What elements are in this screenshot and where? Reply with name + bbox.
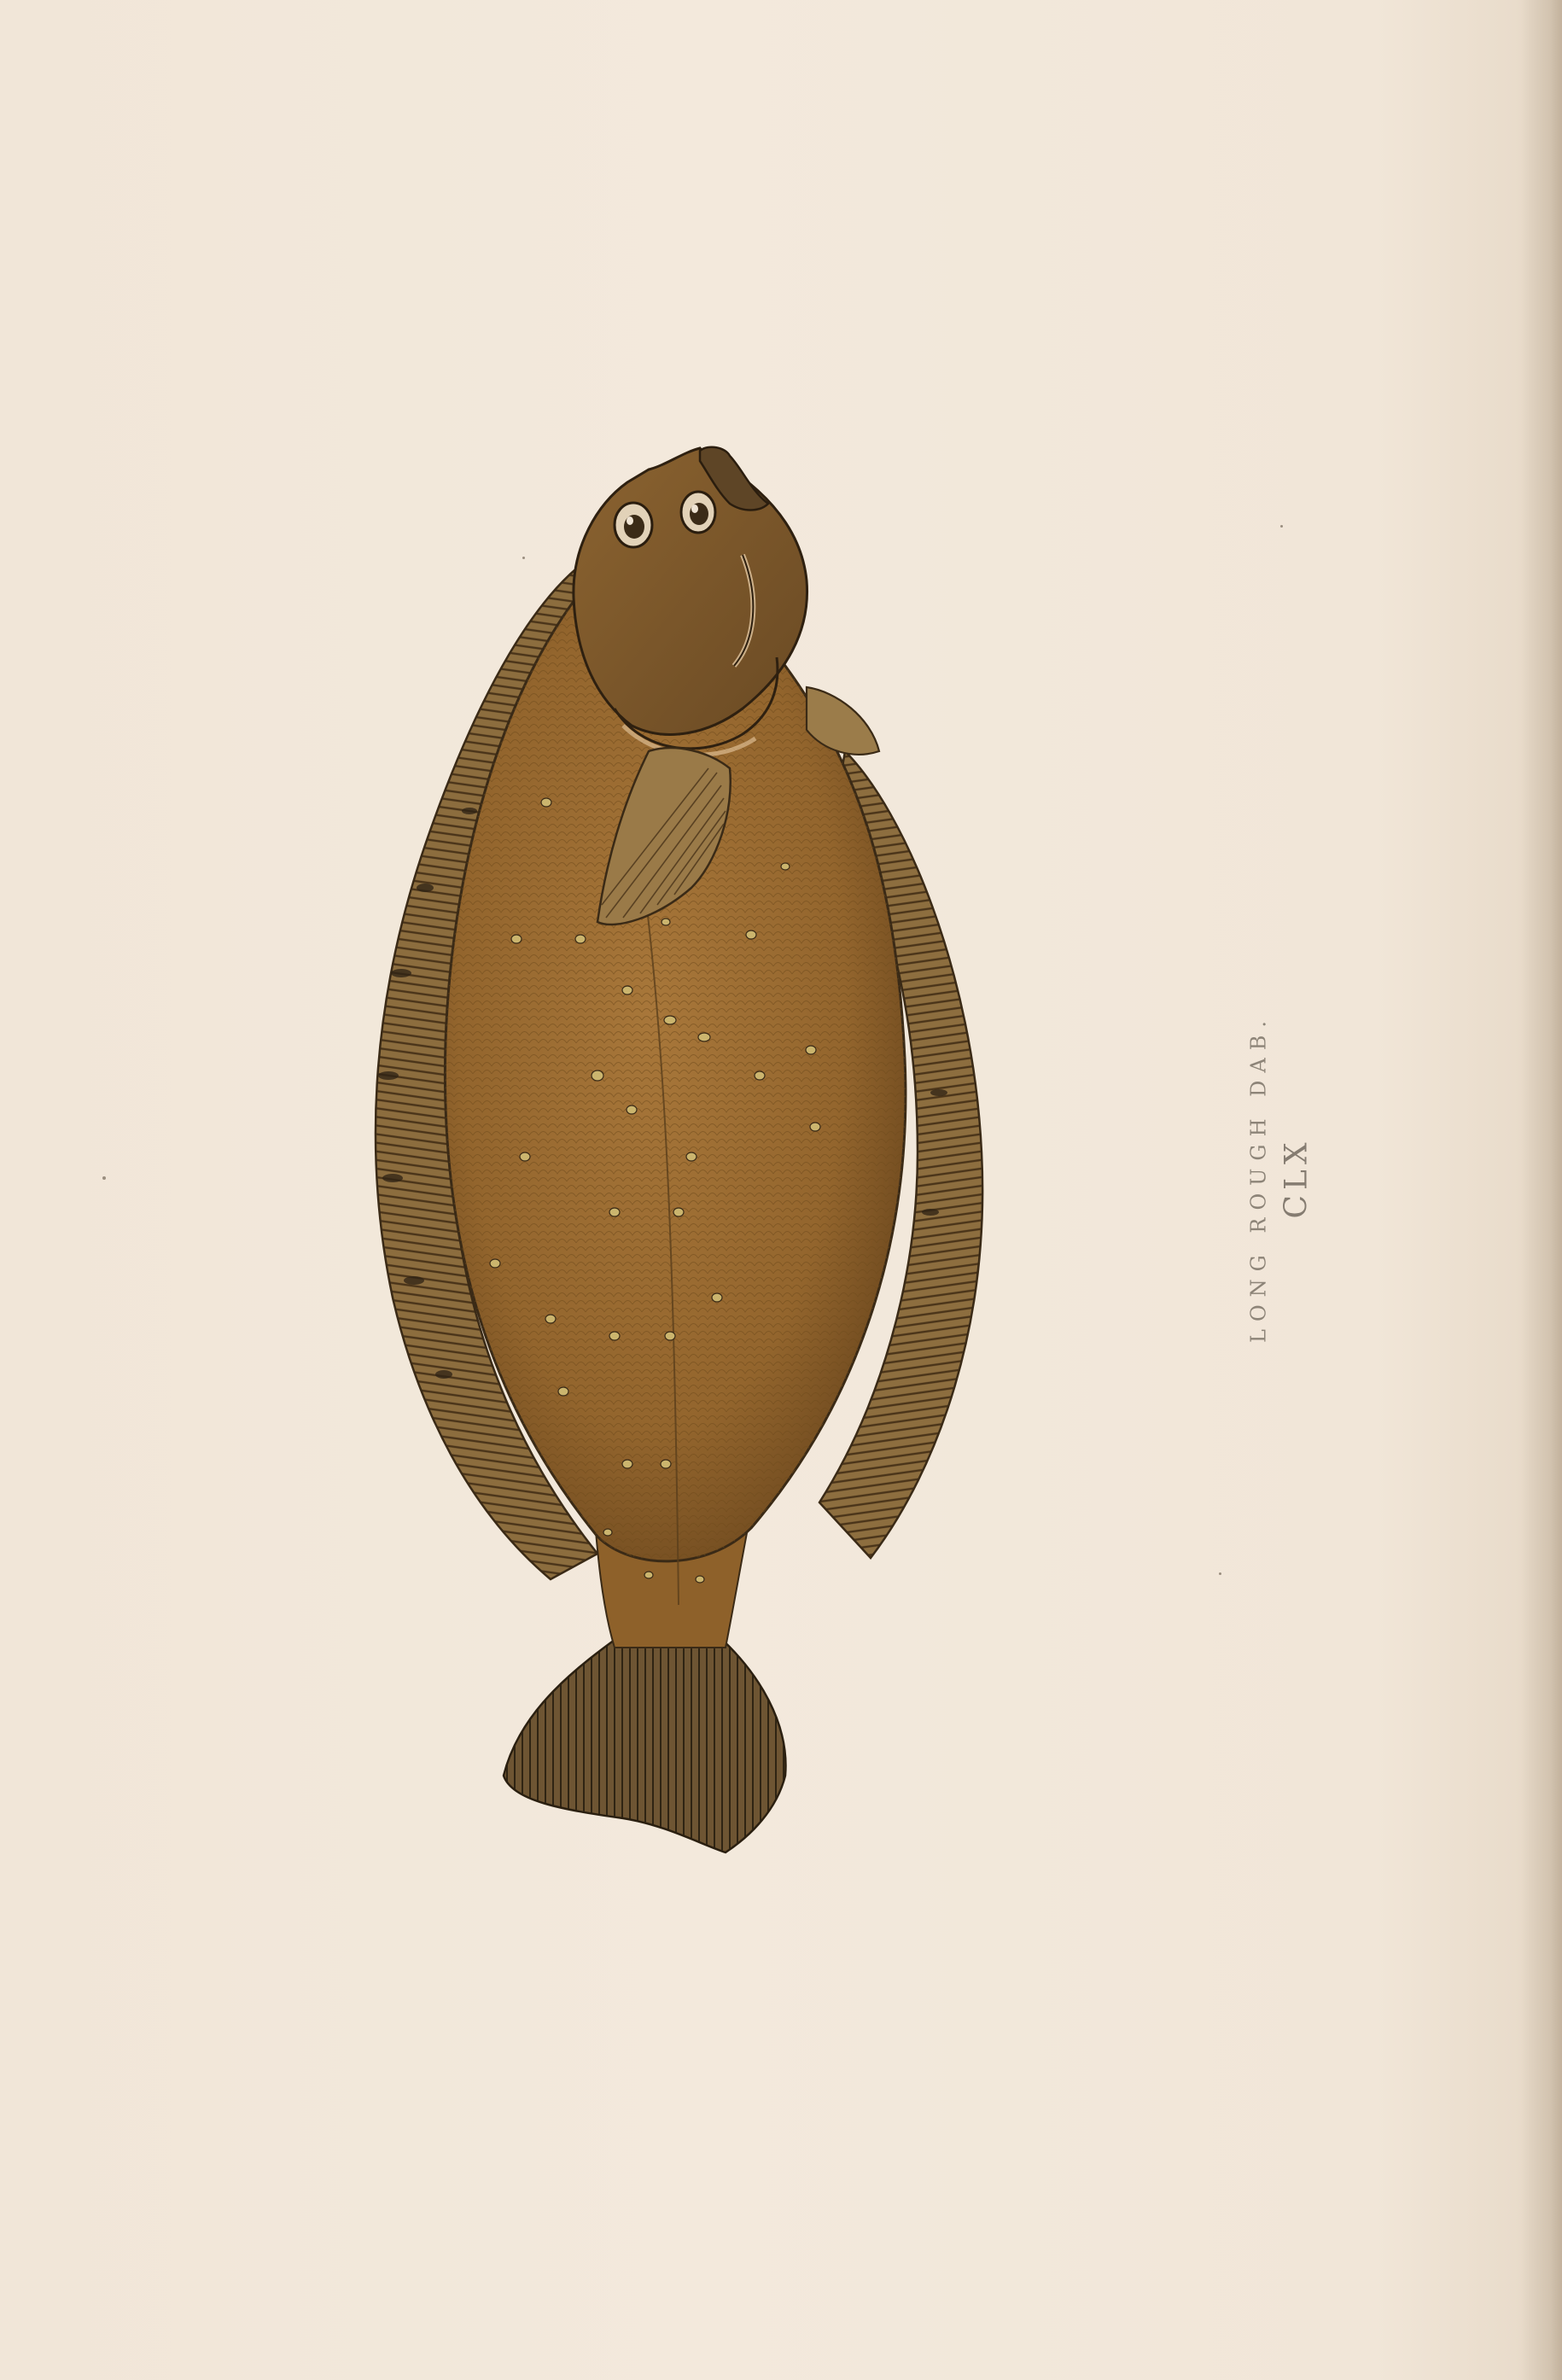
- page-edge-shadow: [1521, 0, 1562, 2380]
- paper-speck: [1219, 1572, 1221, 1575]
- long-rough-dab-drawing: [341, 444, 1007, 1861]
- plate-title: LONG ROUGH DAB.: [1246, 1013, 1271, 1343]
- fish-illustration: [341, 444, 1007, 1861]
- caudal-fin: [504, 1630, 785, 1852]
- plate-number: CLX: [1279, 1137, 1314, 1219]
- paper-speck: [1280, 525, 1283, 528]
- plate-caption: [1212, 956, 1349, 1400]
- paper-speck: [102, 1176, 106, 1180]
- plate-caption-text: [1247, 956, 1314, 1400]
